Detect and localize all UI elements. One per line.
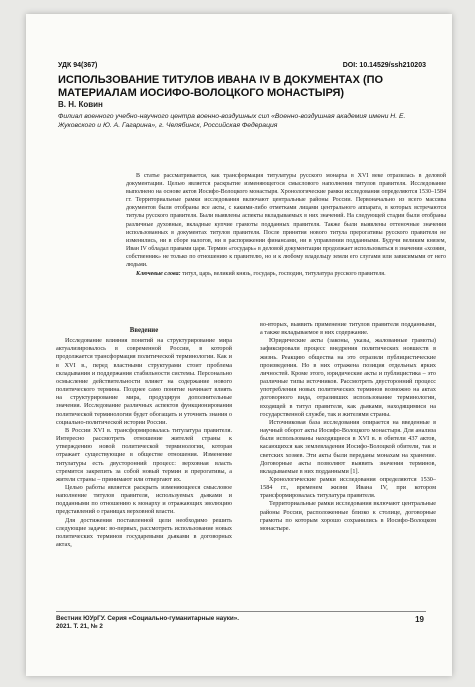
keywords — [126, 270, 446, 278]
paragraph: Для достижения поставленной цели необходимо решить следующие задачи: во-первых, рассмотреть использование новых политических терминов государевыми дьяками в договорных актах, — [56, 516, 232, 549]
paragraph: Территориальные рамки исследования включают центральные районы России, расположенные близко к столице, договорные грамоты по которым хорошо сохранились в Иосифо-Волоцком монастыре. — [260, 500, 436, 532]
abstract — [126, 172, 446, 278]
paragraph: Юридические акты (законы, указы, жалованные грамоты) зафиксировали процесс внедрения политических новшеств в жизнь. Реакцию общества на это отразили публицистические произведения. Но в них отражена позиция отдельных ярких личностей. Кроме этого, юридические акты и публицистика – это различные типы источников. Рассмотреть двусторонний процесс употребления новых политических терминов возможно на актах договорного вида, отразивших использование терминологии, входящей в титул правителя, как дьяками, находящимися на государственной службе, так и жителями страны. — [260, 337, 436, 418]
paragraph: во-вторых, выявить применение титулов правителя подданными, а также вкладываемое в них содержание. — [260, 321, 436, 337]
affiliation: Филиал военного учебно-научного центра военно-воздушных сил «Военно-воздушная академия имени Н. Е. Жуковского и Ю. А. Гагарина», г. Челябинск, Российская Федерация — [58, 113, 406, 129]
paragraph: Хронологические рамки исследования определяются 1530–1584 гг., временем жизни Ивана IV, при котором трансформировалась титулатура правителя. — [260, 475, 436, 500]
paragraph: Исследование влияния понятий на структурирование мира актуализировалось в современной России, в которой продолжается трансформация политической терминологии. Как и в XVI в., перед властными структурами стоит проблема складывания и поддержания стабильности системы. Персонально осмысление действительности влияет на содержание нового политического термина. Позднее само понятие начинает влиять на структурирование мира, продуцируя дополнительные значения. Исследование различных аспектов функционирования политической терминологии будет обогащать и уточнять знания о социально-политической истории России. — [56, 337, 232, 426]
paragraph: В России XVI в. трансформировалась титулатура правителя. Интересно рассмотреть отношение жителей страны к утверждению новой политической терминологии, которая отражает существующие в обществе отношения. Изменение титулатуры есть двусторонний процесс: верховная власть стремится закрепить за собой новый термин и прерогативы, а жители страны – принимают или отвергают их. — [56, 426, 232, 483]
column-left — [56, 327, 232, 549]
journal-issue: 2021. Т. 21, № 2 — [56, 623, 103, 630]
page-number: 19 — [415, 615, 424, 624]
column-right — [260, 321, 436, 533]
footer-divider — [56, 611, 426, 612]
keywords-label: Ключевые слова: — [136, 271, 181, 278]
paragraph: Целью работы является раскрыть изменяющееся смысловое наполнение титулов правителя, используемых дьяками и подданными по отношению к монарху и отражающих эволюцию представлений о границах верховной власти. — [56, 483, 232, 516]
journal-name: Вестник ЮУрГУ. Серия «Социально-гуманитарные науки». — [56, 615, 240, 622]
doi: DOI: 10.14529/ssh210203 — [342, 62, 426, 69]
paper-title: ИСПОЛЬЗОВАНИЕ ТИТУЛОВ ИВАНА IV В ДОКУМЕНТАХ (ПО МАТЕРИАЛАМ ИОСИФО-ВОЛОЦКОГО МОНАСТЫРЯ) — [58, 74, 384, 99]
paragraph: Источниковая база исследования опирается на введенные в научный оборот акты Иосифо-Волоцкого монастыря. Для анализа были использованы находящиеся в XVI в. в обители 437 актов, касающихся как землевладения Иосифо-Волоцкой обители, так и светских хозяев. Эти акты были переданы монахам на хранение. Договорные акты позволяют выявить значения терминов, вкладываемые в них подданными [1]. — [260, 418, 436, 475]
author: В. Н. Ковин — [58, 100, 103, 109]
keywords-text: титул, царь, великий князь, государь, господин, титулатура русского правителя. — [182, 271, 386, 278]
udc-code: УДК 94(367) — [58, 62, 98, 69]
section-heading: Введение — [129, 327, 159, 334]
footer — [56, 615, 239, 631]
paper-page — [26, 14, 452, 676]
abstract-text: В статье рассматривается, как трансформация титулатуры русского монарха в XVI веке отразилась в деловой документации. Целью является раскрытие изменяющегося смыслового наполнения титулов правителя. Исследование выполнено на основе актов Иосифо-Волоцкого монастыря. Хронологические рамки исследования определяются 1530–1584 гг. Территориальные рамки исследования включают центральные районы России. Первоначально из всего массива документов были отобраны все акты, с какими-либо отметками лицами центрального аппарата, в которых встречаются титулы русского правителя. Были выявлены аспекты вкладываемых в них значений. На следующей стадии были отобраны различные духовные, вкладные купчие грамоты подданных правителя. Также были выявлены оттеночные значения использованных в документах титулов правителя. После принятия нового титула прерогативы русского правителя не изменились, ни в сборе налогов, ни в распоряжении финансами, ни в управлении подданными. Будучи великим князем, Иван IV обладал правами царя. Термин «государь» в деловой документации продолжает использоваться в значении «хозяин, собственник» не только по отношению к правителю, но и к любому владельцу земли его слугами или зависимыми от него людьми. — [126, 173, 446, 269]
